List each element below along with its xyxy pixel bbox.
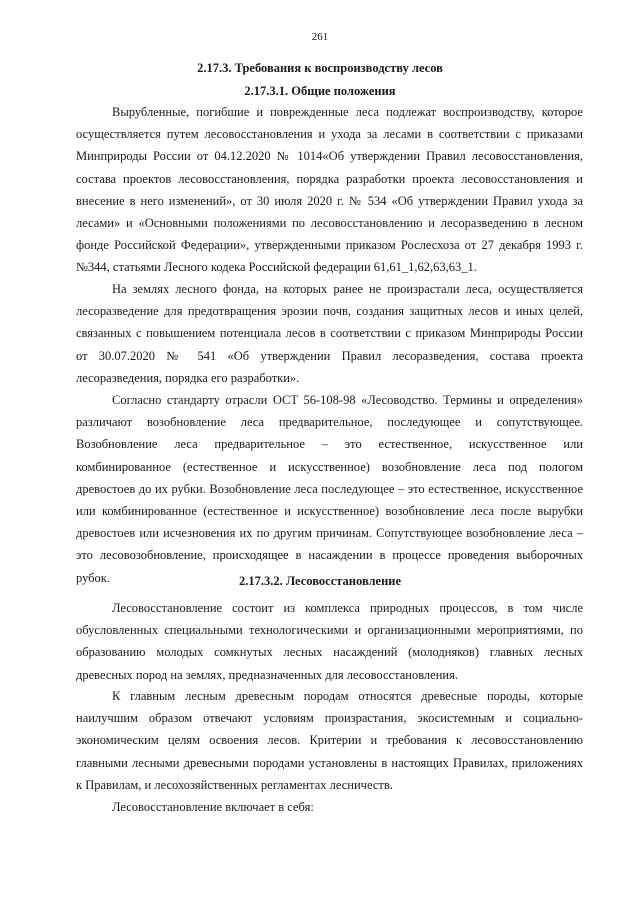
- page-number: 261: [311, 31, 329, 43]
- paragraph-main-species: К главным лесным древесным породам относятся древесные породы, которые наилучшим образом отвечают условиям произрастания, экосистемным и социально-экономическим целям освоения лесов. Критерии и требования к лесовосстановлению главными лесными древесными породами установлены в настоящих Правилах, приложениях к Правилам, и лесохозяйственных регламентах лесничеств.: [76, 689, 583, 792]
- paragraph-reproduction: Вырубленные, погибшие и поврежденные леса подлежат воспроизводству, которое осуществляется путем лесовосстановления и ухода за лесами в соответствии с приказами Минприроды России от 04.12.2020 № 1014«Об утверждении Правил лесовосстановления, состава проектов лесовосстановления, порядка разработки проекта лесовосстановления и внесение в него изменений», от 30 июля 2020 г. № 534 «Об утверждении Правил ухода за лесами» и «Основными положениями по лесовосстановлению и лесоразведению в лесном фонде Российской Федерации», утвержденными приказом Рослесхоза от 27 декабря 1993 г. №344, статьями Лесного кодека Российской федерации 61,61_1,62,63,63_1.: [76, 105, 583, 275]
- paragraph-reforestation-includes: Лесовосстановление включает в себя:: [112, 800, 314, 814]
- subsection-heading-reforestation: 2.17.3.2. Лесовосстановление: [238, 574, 402, 588]
- paragraph-regeneration-types: Согласно стандарту отрасли ОСТ 56-108-98 «Лесоводство. Термины и определения» различают возобновление леса предварительное, последующее и сопутствующее. Возобновление леса предварительное – это естественное, искусственное или комбинированное (естественное и искусственное) возобновление леса под пологом древостоев до их рубки. Возобновление леса последующее – это естественное, искусственное или комбинированное (естественное и искусственное) возобновление леса после вырубки древостоев или исчезновения их по другим причинам. Сопутствующее возобновление леса – это лесовозобновление, происходящее в насаждении в процессе проведения выборочных рубок.: [76, 393, 583, 585]
- subsection-heading-general: 2.17.3.1. Общие положения: [244, 84, 396, 98]
- paragraph-reforestation-definition: Лесовосстановление состоит из комплекса природных процессов, в том числе обусловленных специальными технологическими и организационными мероприятиями, по образованию молодых сомкнутых лесных насаждений (молодняков) главных лесных древесных пород на землях, предназначенных для лесовосстановления.: [76, 601, 583, 682]
- paragraph-afforestation: На землях лесного фонда, на которых ранее не произрастали леса, осуществляется лесоразведение для предотвращения эрозии почв, создания защитных лесов и иных целей, связанных с повышением потенциала лесов в соответствии с приказом Минприроды России от 30.07.2020 № 541 «Об утверждении Правил лесоразведения, состава проекта лесоразведения, порядка его разработки».: [76, 282, 583, 385]
- section-heading: 2.17.3. Требования к воспроизводству лесов: [197, 61, 443, 75]
